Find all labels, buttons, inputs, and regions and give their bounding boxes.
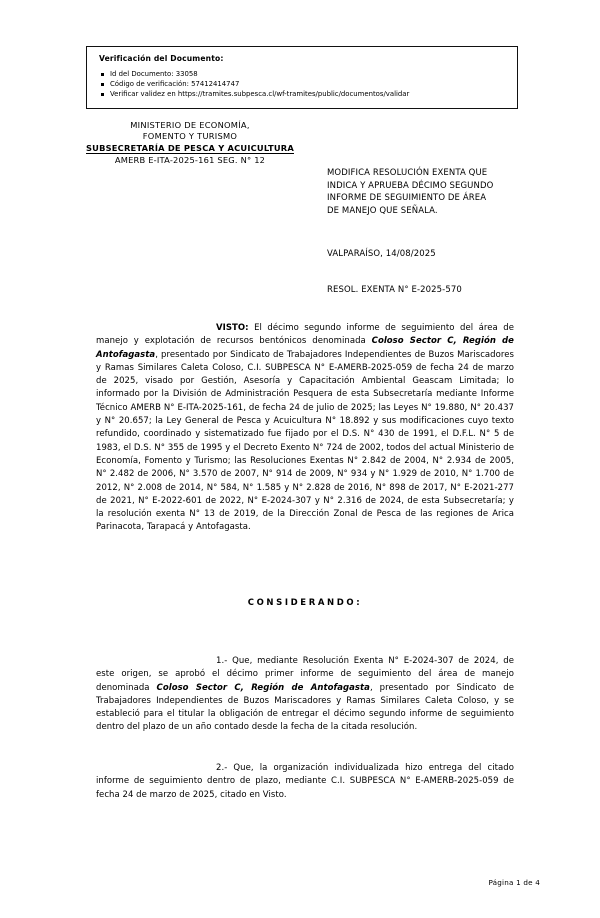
subject-line-4: DE MANEJO QUE SEÑALA. xyxy=(327,205,438,216)
considerando-2-text: 2.- Que, la organización individualizada hizo entrega del citado informe de seguimiento dentro de plazo, mediante C.I. SUBPESCA N° E-AMERB-2025-059 de fecha 24 de marzo de 2025, citado en Visto. xyxy=(96,763,514,800)
considerando-heading: CONSIDERANDO: xyxy=(247,598,363,608)
considerando-1-emphasis-1: Coloso Sector C, Región de Antofagasta xyxy=(156,682,370,693)
considerando-1-text-1: 1.- Que, mediante Resolución Exenta N° E-2024-307 de 2024, de este origen, se aprobó el décimo primer informe de seguimiento del área de manejo denominada xyxy=(96,656,514,693)
page-footer xyxy=(0,878,540,887)
verification-item-code: Código de verificación: 57412414747 xyxy=(99,79,507,89)
considerando-item-2 xyxy=(96,762,514,802)
considerando-item-1 xyxy=(96,655,514,735)
visto-text-1: El décimo segundo informe de seguimiento del área de manejo y explotación de recursos bentónicos denominada xyxy=(96,323,514,347)
subject-line-1: MODIFICA RESOLUCIÓN EXENTA QUE xyxy=(327,168,488,178)
verification-item-id: Id del Documento: 33058 xyxy=(99,69,507,79)
amerb-code: AMERB E-ITA-2025-161 SEG. N° 12 xyxy=(114,155,266,166)
visto-label: VISTO: xyxy=(216,323,249,333)
document-verification-box xyxy=(86,46,518,109)
visto-emphasis-1: Coloso Sector C, Región de Antofagasta xyxy=(96,336,514,360)
ministry-line-2: FOMENTO Y TURISMO xyxy=(142,131,238,142)
considerando-1-paragraph xyxy=(96,655,514,735)
subject-line-2: INDICA Y APRUEBA DÉCIMO SEGUNDO xyxy=(327,180,494,191)
resolution-number: RESOL. EXENTA N° E-2025-570 xyxy=(327,285,462,295)
ministry-line-1: MINISTERIO DE ECONOMÍA, xyxy=(130,120,250,130)
place-and-date: VALPARAÍSO, 14/08/2025 xyxy=(327,249,436,259)
document-subject-block xyxy=(327,167,523,217)
visto-paragraph xyxy=(96,322,514,535)
verification-title: Verificación del Documento: xyxy=(99,54,224,63)
verification-list xyxy=(99,69,507,100)
considerando-1-text-2: , presentado por Sindicato de Trabajadores Independientes de Buzos Mariscadores y Ramas Similares Caleta Coloso, y se estableció para el titular la obligación de entregar el décimo segundo informe de seguimiento dentro del plazo de un año contado desde la fecha de la citada resolución. xyxy=(96,682,515,733)
subsecretaria-title: SUBSECRETARÍA DE PESCA Y ACUICULTURA xyxy=(86,142,294,153)
page-number-label: Página 1 de 4 xyxy=(488,878,540,887)
visto-text-2: , presentado por Sindicato de Trabajadores Independientes de Buzos Mariscadores y Ramas Similares Caleta Coloso, C.I. SUBPESCA N° E-AMERB-2025-059 de fecha 24 de marzo de 2025, visado por Gestión, Asesoría y Capacitación Ambiental Geascam Limitada; lo informado por la División de Administración Pesquera de esta Subsecretaría mediante Informe Técnico AMERB N° E-ITA-2025-161, de fecha 24 de julio de 2025; las Leyes N° 19.880, N° 20.437 y N° 20.657; la Ley General de Pesca y Acuicultura N° 18.892 y sus modificaciones cuyo texto refundido, coordinado y sistematizado fue fijado por el D.S. N° 430 de 1991, el D.F.L. N° 5 de 1983, el D.S. N° 355 de 1995 y el Decreto Exento N° 724 de 2002, todos del actual Ministerio de Economía, Fomento y Turismo; las Resoluciones Exentas N° 2.842 de 2004, N° 2.934 de 2005, N° 2.482 de 2006, N° 3.570 de 2007, N° 914 de 2009, N° 934 y N° 1.929 de 2010, N° 1.700 de 2012, N° 2.008 de 2014, N° 584, N° 1.585 y N° 2.828 de 2016, N° 898 de 2017, N° E-2021-277 de 2021, N° E-2022-601 de 2022, N° E-2024-307 y N° 2.316 de 2024, de esta Subsecretaría; y la resolución exenta N° 13 de 2019, de la Dirección Zonal de Pesca de las regiones de Arica Parinacota, Tarapacá y Antofagasta. xyxy=(96,349,514,533)
visto-section xyxy=(96,322,514,535)
verification-item-url: Verificar validez en https://tramites.subpesca.cl/wf-tramites/public/documentos/validar xyxy=(99,89,507,99)
considerando-2-paragraph xyxy=(96,762,514,802)
letterhead xyxy=(40,120,340,167)
subject-line-3: INFORME DE SEGUIMIENTO DE ÁREA xyxy=(327,193,487,204)
